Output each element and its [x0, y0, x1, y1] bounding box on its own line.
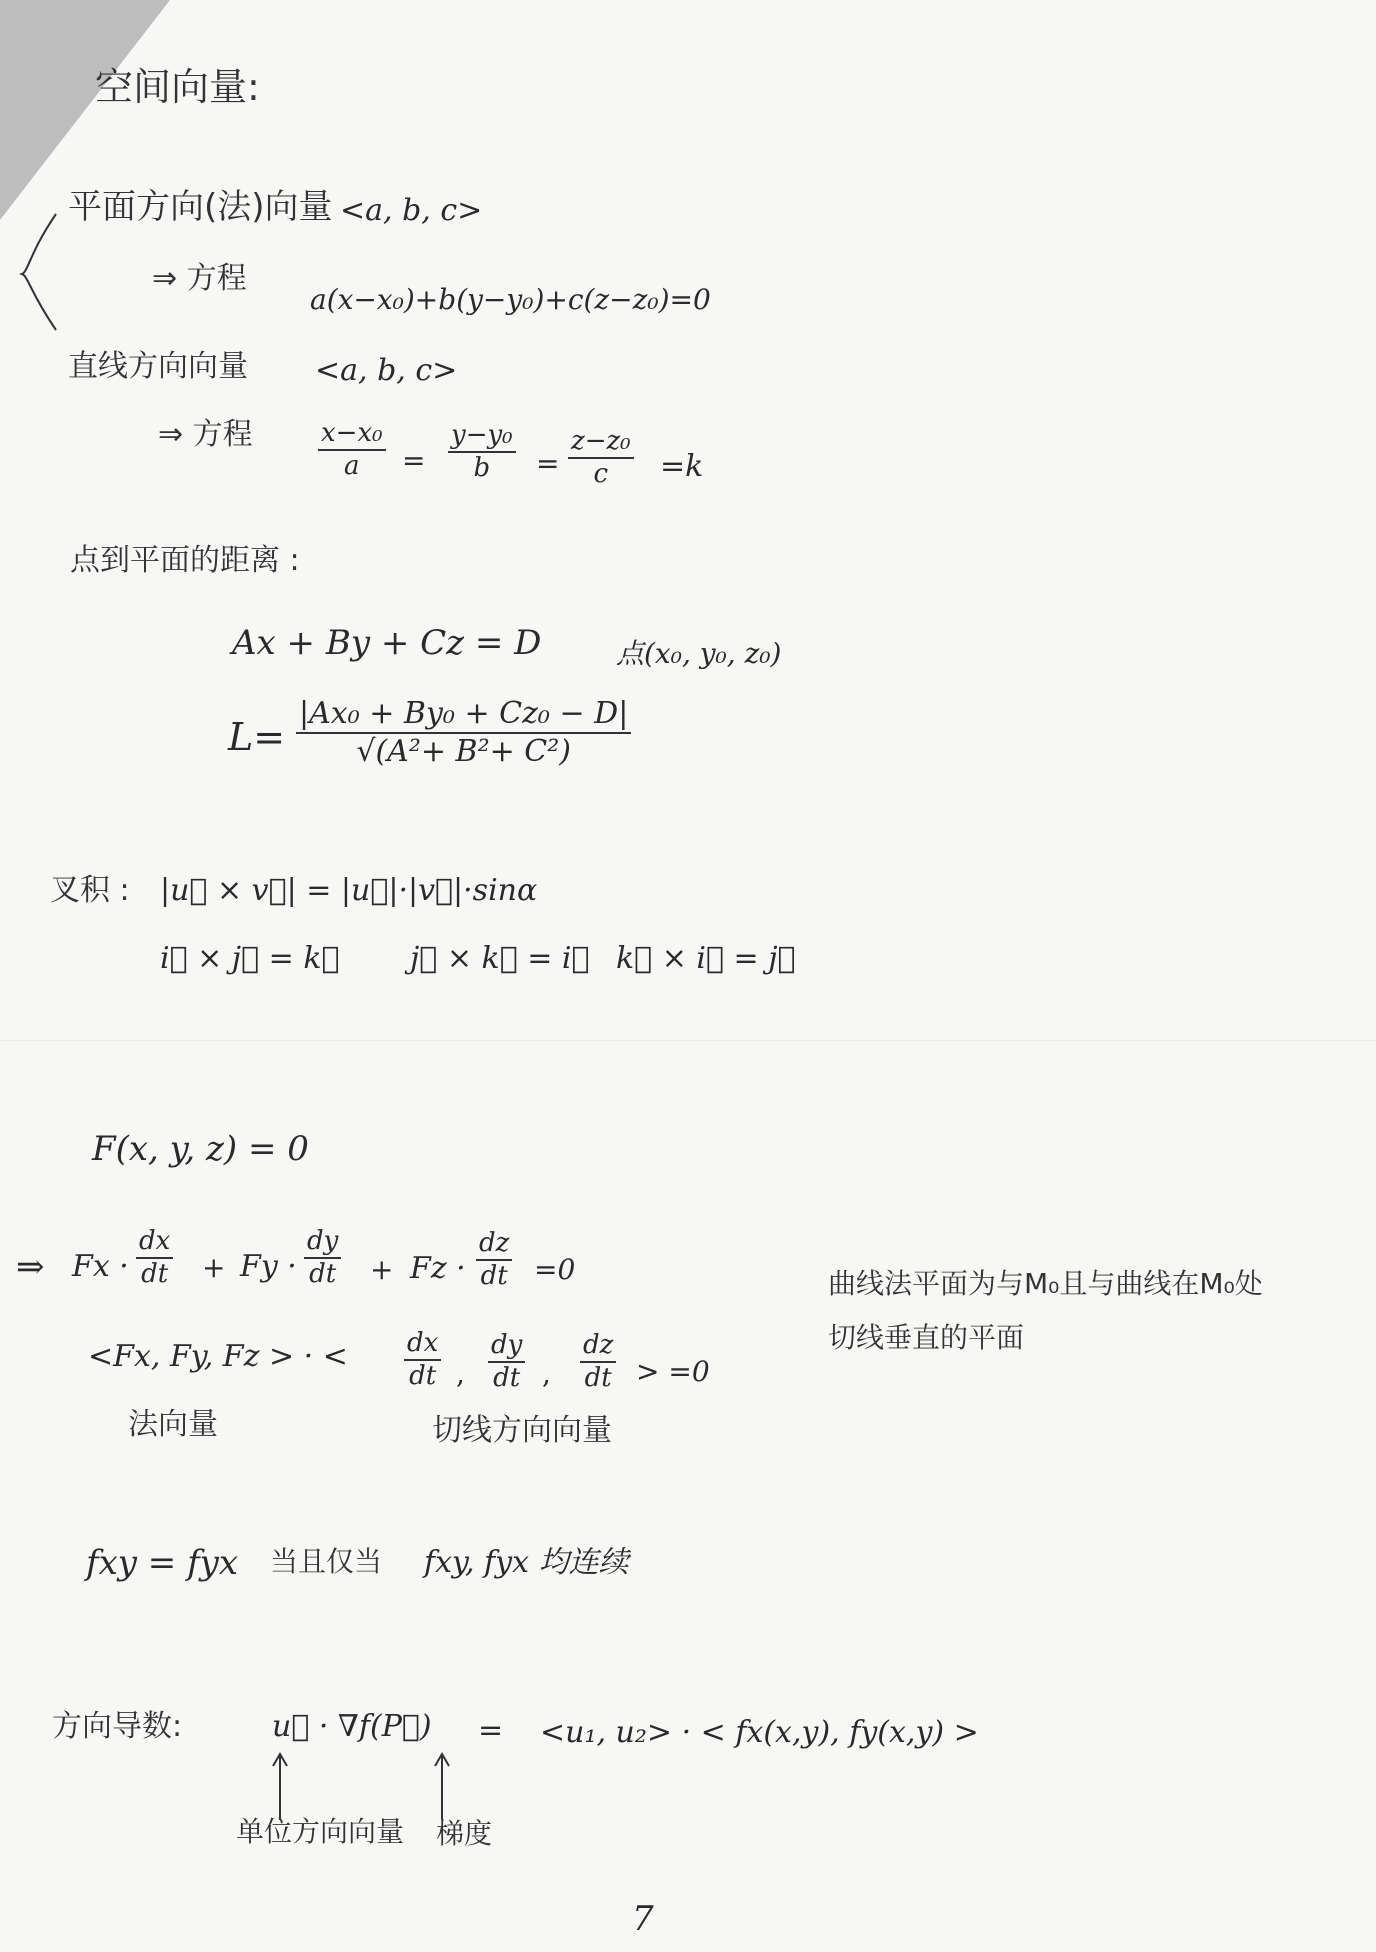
- equals-sign: =: [536, 447, 560, 480]
- Fy-term: Fy ·: [240, 1249, 297, 1284]
- fraction-numerator: dx: [139, 1226, 171, 1256]
- fraction-numerator: dy: [307, 1226, 339, 1256]
- ratio-k: =k: [660, 449, 704, 484]
- line-arrow-equation: ⇒ 方程: [158, 417, 253, 452]
- page-number: 7: [632, 1899, 654, 1939]
- plus-sign: +: [202, 1251, 226, 1284]
- dx-dt: [404, 1330, 441, 1391]
- directional-derivative-expr: u⃗ · ∇f(P⃗): [272, 1709, 432, 1744]
- given-point: 点(x₀, y₀, z₀): [616, 637, 782, 670]
- equals-sign: =: [402, 444, 426, 477]
- cross-product-label: 叉积 :: [50, 873, 130, 908]
- fraction-denominator: dt: [480, 1261, 508, 1292]
- i-cross-j: i⃗ × j⃗ = k⃗: [160, 941, 340, 976]
- gradient-vector-dot: <Fx, Fy, Fz > · <: [88, 1339, 348, 1374]
- page-title: 空间向量:: [95, 65, 260, 109]
- fraction-numerator: x−x₀: [321, 418, 383, 448]
- comma: ,: [542, 1357, 551, 1390]
- distance-L: L=: [228, 715, 286, 759]
- normal-vector-label: 法向量: [128, 1407, 218, 1442]
- Fx-term: Fx ·: [72, 1249, 129, 1284]
- fraction-denominator: c: [593, 459, 609, 490]
- up-arrow-icon: [270, 1752, 290, 1822]
- cross-product-formula: |u⃗ × v⃗| = |u⃗|·|v⃗|·sinα: [160, 873, 538, 908]
- dot-equals-zero: > =0: [636, 1355, 710, 1388]
- fraction-denominator: dt: [584, 1363, 612, 1394]
- plane-arrow-equation: ⇒ 方程: [152, 261, 247, 296]
- fraction-numerator: dx: [407, 1328, 439, 1358]
- plane-equation: a(x−x₀)+b(y−y₀)+c(z−z₀)=0: [310, 283, 711, 316]
- fraction-numerator: dy: [491, 1330, 523, 1360]
- plus-sign: +: [370, 1253, 394, 1286]
- dy-dt: [488, 1332, 525, 1393]
- fraction-numerator: dz: [583, 1330, 614, 1360]
- fraction-denominator: dt: [309, 1259, 337, 1290]
- line-vector: <a, b, c>: [315, 353, 458, 388]
- fraction-denominator: b: [473, 453, 491, 484]
- fraction-denominator: a: [344, 451, 360, 482]
- equals-zero: =0: [534, 1253, 576, 1286]
- distance-formula: [296, 698, 631, 767]
- line-fraction-z: [568, 428, 634, 489]
- plane-general-equation: Ax + By + Cz = D: [232, 623, 542, 663]
- continuity-condition: fxy, fyx 均连续: [424, 1545, 629, 1580]
- fraction-numerator: dz: [479, 1228, 510, 1258]
- normal-plane-note-line2: 切线垂直的平面: [828, 1321, 1025, 1354]
- line-fraction-y: [448, 422, 516, 483]
- distance-label: 点到平面的距离 :: [70, 543, 300, 578]
- dx-dt: [136, 1228, 173, 1289]
- plane-vector: <a, b, c>: [340, 193, 483, 228]
- tangent-vector-label: 切线方向向量: [432, 1413, 612, 1448]
- dy-dt: [304, 1228, 341, 1289]
- Fz-term: Fz ·: [410, 1251, 466, 1286]
- j-cross-k: j⃗ × k⃗ = i⃗: [410, 941, 590, 976]
- page-fold-line: [0, 1040, 1376, 1041]
- distance-numerator: |Ax₀ + By₀ + Cz₀ − D|: [299, 696, 629, 731]
- implicit-surface-equation: F(x, y, z) = 0: [92, 1129, 309, 1169]
- k-cross-i: k⃗ × i⃗ = j⃗: [616, 941, 796, 976]
- equals-sign: =: [478, 1713, 504, 1748]
- unit-direction-vector-label: 单位方向向量: [236, 1815, 405, 1848]
- fraction-denominator: dt: [141, 1259, 169, 1290]
- fraction-numerator: y−y₀: [451, 420, 513, 450]
- dz-dt: [476, 1230, 512, 1291]
- line-fraction-x: [318, 420, 386, 481]
- implies-arrow: ⇒: [16, 1247, 45, 1287]
- directional-derivative-rhs: <u₁, u₂> · < fx(x,y), fy(x,y) >: [540, 1715, 979, 1750]
- plane-normal-label: 平面方向(法)向量: [68, 187, 333, 227]
- directional-derivative-label: 方向导数:: [52, 1709, 183, 1744]
- fraction-numerator: z−z₀: [571, 426, 631, 456]
- up-arrow-icon: [432, 1752, 452, 1822]
- line-direction-label: 直线方向向量: [68, 349, 248, 384]
- iff-label: 当且仅当: [270, 1545, 383, 1578]
- gradient-label: 梯度: [436, 1817, 493, 1850]
- distance-denominator: √(A²+ B²+ C²): [356, 733, 571, 769]
- comma: ,: [456, 1357, 465, 1390]
- normal-plane-note-line1: 曲线法平面为与M₀且与曲线在M₀处: [828, 1267, 1263, 1300]
- left-brace: [18, 212, 58, 332]
- fraction-denominator: dt: [493, 1363, 521, 1394]
- mixed-partials-equality: fxy = fyx: [86, 1543, 239, 1583]
- dz-dt: [580, 1332, 616, 1393]
- fraction-denominator: dt: [409, 1361, 437, 1392]
